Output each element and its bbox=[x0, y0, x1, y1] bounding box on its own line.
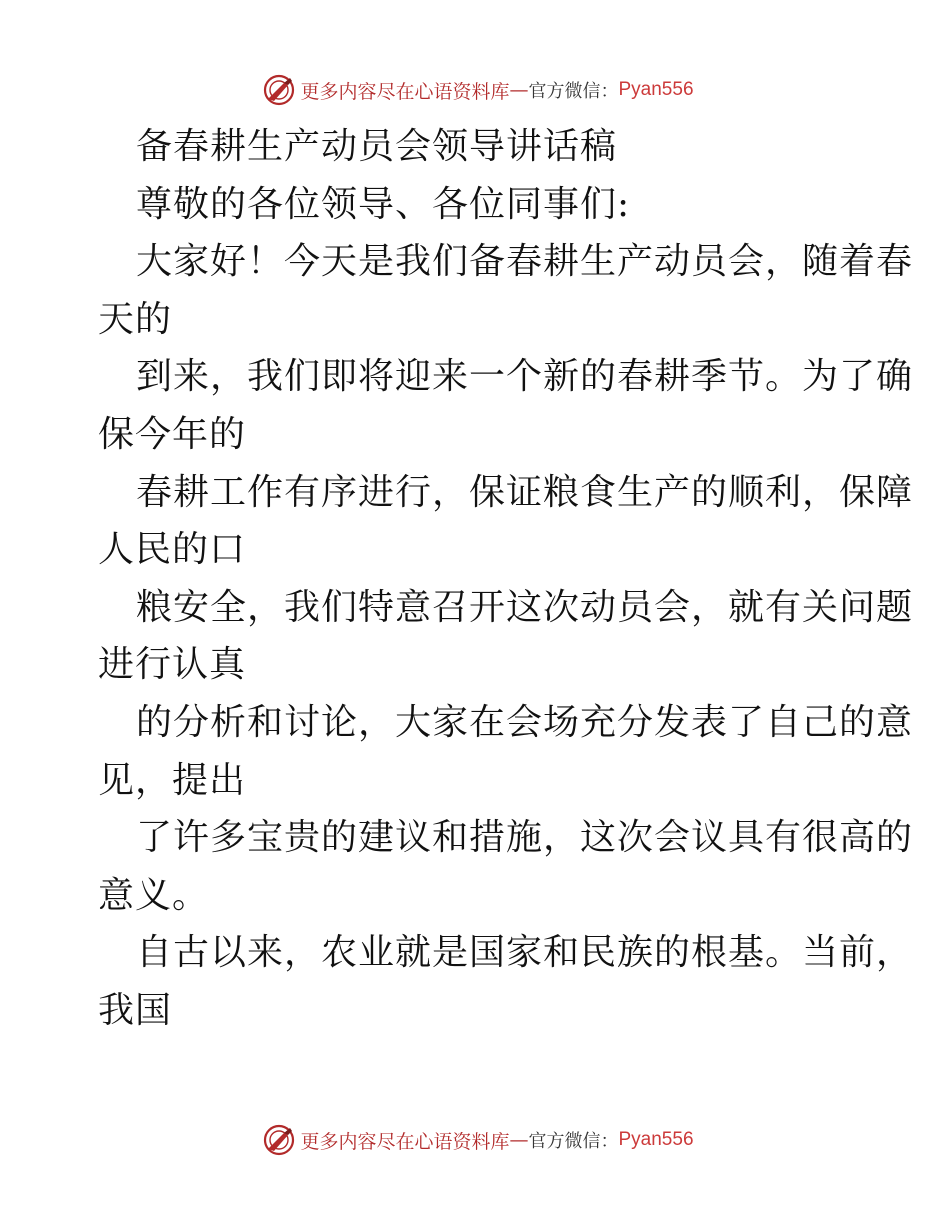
paragraph-line: 自古以来，农业就是国家和民族的根基。当前， bbox=[136, 932, 914, 974]
paragraph-line: 的分析和讨论，大家在会场充分发表了自己的意 bbox=[136, 701, 914, 743]
header-wechat-label: 官方微信： bbox=[528, 81, 619, 102]
header-brand-text: 更多内容尽在心语资料库 bbox=[300, 80, 510, 103]
paragraph-line: 意义。 bbox=[98, 874, 210, 916]
footer-separator: — bbox=[509, 1129, 529, 1151]
header-separator: — bbox=[509, 79, 529, 101]
paragraph-line: 了许多宝贵的建议和措施，这次会议具有很高的 bbox=[136, 817, 914, 859]
paragraph-line: 天的 bbox=[98, 298, 173, 340]
paragraph-line: 我国 bbox=[98, 989, 173, 1031]
paragraph-line: 粮安全，我们特意召开这次动员会，就有关问题 bbox=[136, 586, 914, 628]
footer-banner bbox=[0, 1120, 950, 1160]
paragraph-line: 大家好！今天是我们备春耕生产动员会，随着春 bbox=[136, 241, 914, 283]
paragraph-line: 保今年的 bbox=[98, 413, 247, 455]
paragraph-line: 见，提出 bbox=[98, 759, 247, 801]
paragraph-line: 春耕工作有序进行，保证粮食生产的顺利，保障 bbox=[136, 471, 914, 513]
header-wechat-id: Pyan556 bbox=[618, 79, 694, 100]
document-body bbox=[98, 118, 914, 1040]
document-title: 备春耕生产动员会领导讲话稿 bbox=[136, 126, 618, 167]
paragraph-line: 进行认真 bbox=[98, 644, 247, 686]
footer-wechat-label: 官方微信： bbox=[528, 1131, 619, 1152]
paragraph-line: 到来，我们即将迎来一个新的春耕季节。为了确 bbox=[136, 356, 914, 398]
footer-wechat-id: Pyan556 bbox=[618, 1129, 694, 1150]
paragraph-line: 人民的口 bbox=[98, 529, 247, 571]
brand-logo-icon bbox=[262, 1123, 296, 1157]
footer-brand-text: 更多内容尽在心语资料库 bbox=[300, 1130, 510, 1153]
brand-logo-icon bbox=[262, 73, 296, 107]
salutation-line: 尊敬的各位领导、各位同事们: bbox=[136, 183, 631, 225]
header-banner bbox=[0, 70, 950, 110]
